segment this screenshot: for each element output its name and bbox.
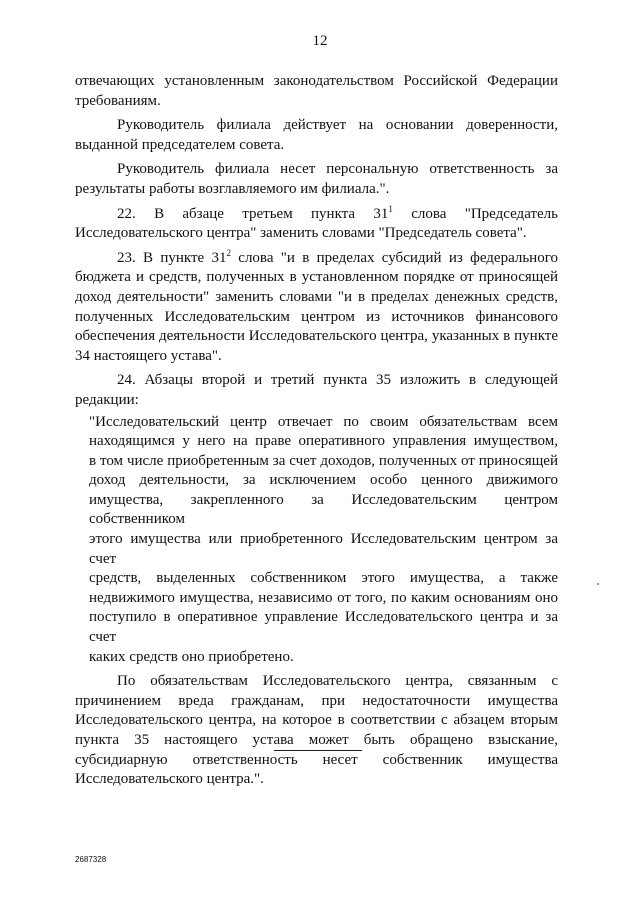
document-body [75,72,558,790]
item-22-superscript: 1 [388,203,393,214]
paragraph-item-23 [75,249,558,367]
end-divider-line [274,750,362,751]
paragraph-requirements: отвечающих установленным законодательством Российской Федерации требованиям. [75,73,558,109]
quote-line: поступило в оперативное управление Исследовательского центра и за счет [89,609,558,646]
quote-line: каких средств оно приобретено. [89,648,294,665]
paragraph-item-22 [75,205,558,244]
paragraph-item-24: 24. Абзацы второй и третий пункта 35 изложить в следующей редакции: [75,372,558,408]
quote-line: имущества, закрепленного за Исследовательским центром собственником [89,491,558,528]
item-23-text-start: 23. В пункте 31 [117,249,227,266]
quote-line: недвижимого имущества, независимо от того, по каким основаниям оно [89,589,558,606]
scan-speck [597,583,599,585]
quote-line: в том числе приобретенным за счет доходов, полученных от приносящей [89,452,558,469]
paragraph-branch-head-responsibility: Руководитель филиала несет персональную ответственность за результаты работы возглавляемого им филиала.". [75,161,558,197]
paragraph-branch-head-proxy: Руководитель филиала действует на основании доверенности, выданной председателем совета. [75,117,558,153]
item-23-text-end: слова "и в пределах субсидий из федерального бюджета и средств, полученных в установленном порядке от приносящей доход деятельности" заменить словами "и в пределах денежных средств, полученных Исследовательским центром из источников финансового обеспечения деятельности Исследовательского центра, указанных в пункте 34 настоящего устава". [75,249,558,364]
quote-line: средств, выделенных собственником этого имущества, а также [89,570,558,587]
quote-line: "Исследовательский центр отвечает по своим обязательствам всем [89,413,558,430]
paragraph-subsidiary-liability: По обязательствам Исследовательского центра, связанным с причинением вреда гражданам, при недостаточности имущества Исследовательского центра, на которое в соответствии с абзацем вторым пункта 35 настоящего устава может быть обращено взыскание, субсидиарную ответственность несет собственник имущества Исследовательского центра.". [75,673,558,788]
item-23-superscript: 2 [226,247,231,258]
quote-line: этого имущества или приобретенного Исследовательским центром за счет [89,531,558,567]
quote-line: находящимся у него на праве оперативного управления имуществом, [89,433,558,450]
quoted-new-text [89,413,558,668]
item-22-text-end: слова "Председатель Исследовательского центра" заменить словами "Председатель совета". [75,205,558,242]
document-code: 2687328 [75,855,107,864]
item-22-text-start: 22. В абзаце третьем пункта 31 [117,205,389,222]
quote-line: доход деятельности, за исключением особо ценного движимого [89,472,558,489]
page-number: 12 [312,33,328,49]
